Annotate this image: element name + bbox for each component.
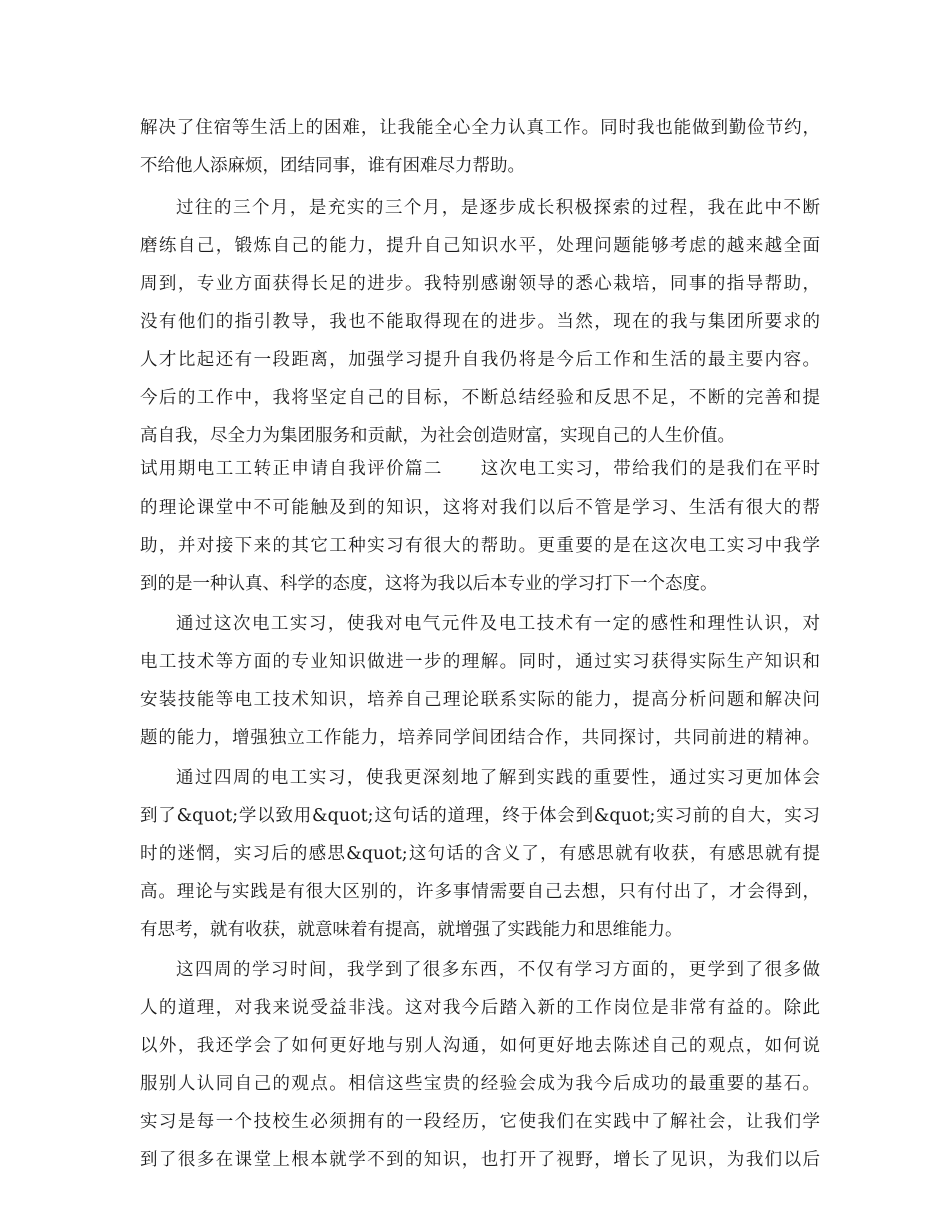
text-line: 到的是一种认真、科学的态度，这将为我以后本专业的学习打下一个态度。 [140,574,718,594]
text-line: 有思考，就有收获，就意味着有提高，就增强了实践能力和思维能力。 [140,920,683,940]
text-line: 的理论课堂中不可能触及到的知识，这将对我们以后不管是学习、生活有很大的帮 [140,498,820,518]
text-line: 电工技术等方面的专业知识做进一步的理解。同时，通过实习获得实际生产知识和 [140,652,820,672]
text-line: 通过四周的电工实习，使我更深刻地了解到实践的重要性，通过实习更加体会 [176,768,820,788]
section-heading-line: 试用期电工工转正申请自我评价篇二 这次电工实习，带给我们的是我们在平时 [140,459,820,479]
text-line: 高自我，尽全力为集团服务和贡献，为社会创造财富，实现自己的人生价值。 [140,426,735,446]
text-line: 题的能力，增强独立工作能力，培养同学间团结合作，共同探讨，共同前进的精神。 [140,728,820,748]
text-line: 周到，专业方面获得长足的进步。我特别感谢领导的悉心栽培，同事的指导帮助， [140,274,820,294]
text-line: 人才比起还有一段距离，加强学习提升自我仍将是今后工作和生活的最主要内容。 [140,350,820,370]
text-line: 磨练自己，锻炼自己的能力，提升自己知识水平，处理问题能够考虑的越来越全面 [140,236,820,256]
text-line: 服别人认同自己的观点。相信这些宝贵的经验会成为我今后成功的最重要的基石。 [140,1074,820,1094]
text-line: 安装技能等电工技术知识，培养自己理论联系实际的能力，提高分析问题和解决问 [140,690,820,710]
text-line: 人的道理，对我来说受益非浅。这对我今后踏入新的工作岗位是非常有益的。除此 [140,998,820,1018]
text-line: 过往的三个月，是充实的三个月，是逐步成长积极探索的过程，我在此中不断 [176,198,820,218]
text-line: 这四周的学习时间，我学到了很多东西，不仅有学习方面的，更学到了很多做 [176,960,820,980]
text-line: 时的迷惘，实习后的感思&quot;这句话的含义了，有感思就有收获，有感思就有提 [140,844,820,864]
text-line: 助，并对接下来的其它工种实习有很大的帮助。更重要的是在这次电工实习中我学 [140,536,820,556]
text-line: 到了很多在课堂上根本就学不到的知识，也打开了视野，增长了见识，为我们以后 [140,1150,820,1170]
text-line: 解决了住宿等生活上的困难，让我能全心全力认真工作。同时我也能做到勤俭节约， [140,118,820,138]
text-line: 没有他们的指引教导，我也不能取得现在的进步。当然，现在的我与集团所要求的 [140,312,820,332]
text-line: 不给他人添麻烦，团结同事，谁有困难尽力帮助。 [140,156,525,176]
text-line: 高。理论与实践是有很大区别的，许多事情需要自己去想，只有付出了，才会得到， [140,882,820,902]
text-line: 今后的工作中，我将坚定自己的目标，不断总结经验和反思不足，不断的完善和提 [140,388,820,408]
text-line: 以外，我还学会了如何更好地与别人沟通，如何更好地去陈述自己的观点，如何说 [140,1036,820,1056]
text-line: 到了&quot;学以致用&quot;这句话的道理，终于体会到&quot;实习前的自大，实习 [140,806,820,826]
text-line: 通过这次电工实习，使我对电气元件及电工技术有一定的感性和理性认识，对 [176,614,820,634]
text-line: 实习是每一个技校生必须拥有的一段经历，它使我们在实践中了解社会，让我们学 [140,1112,820,1132]
